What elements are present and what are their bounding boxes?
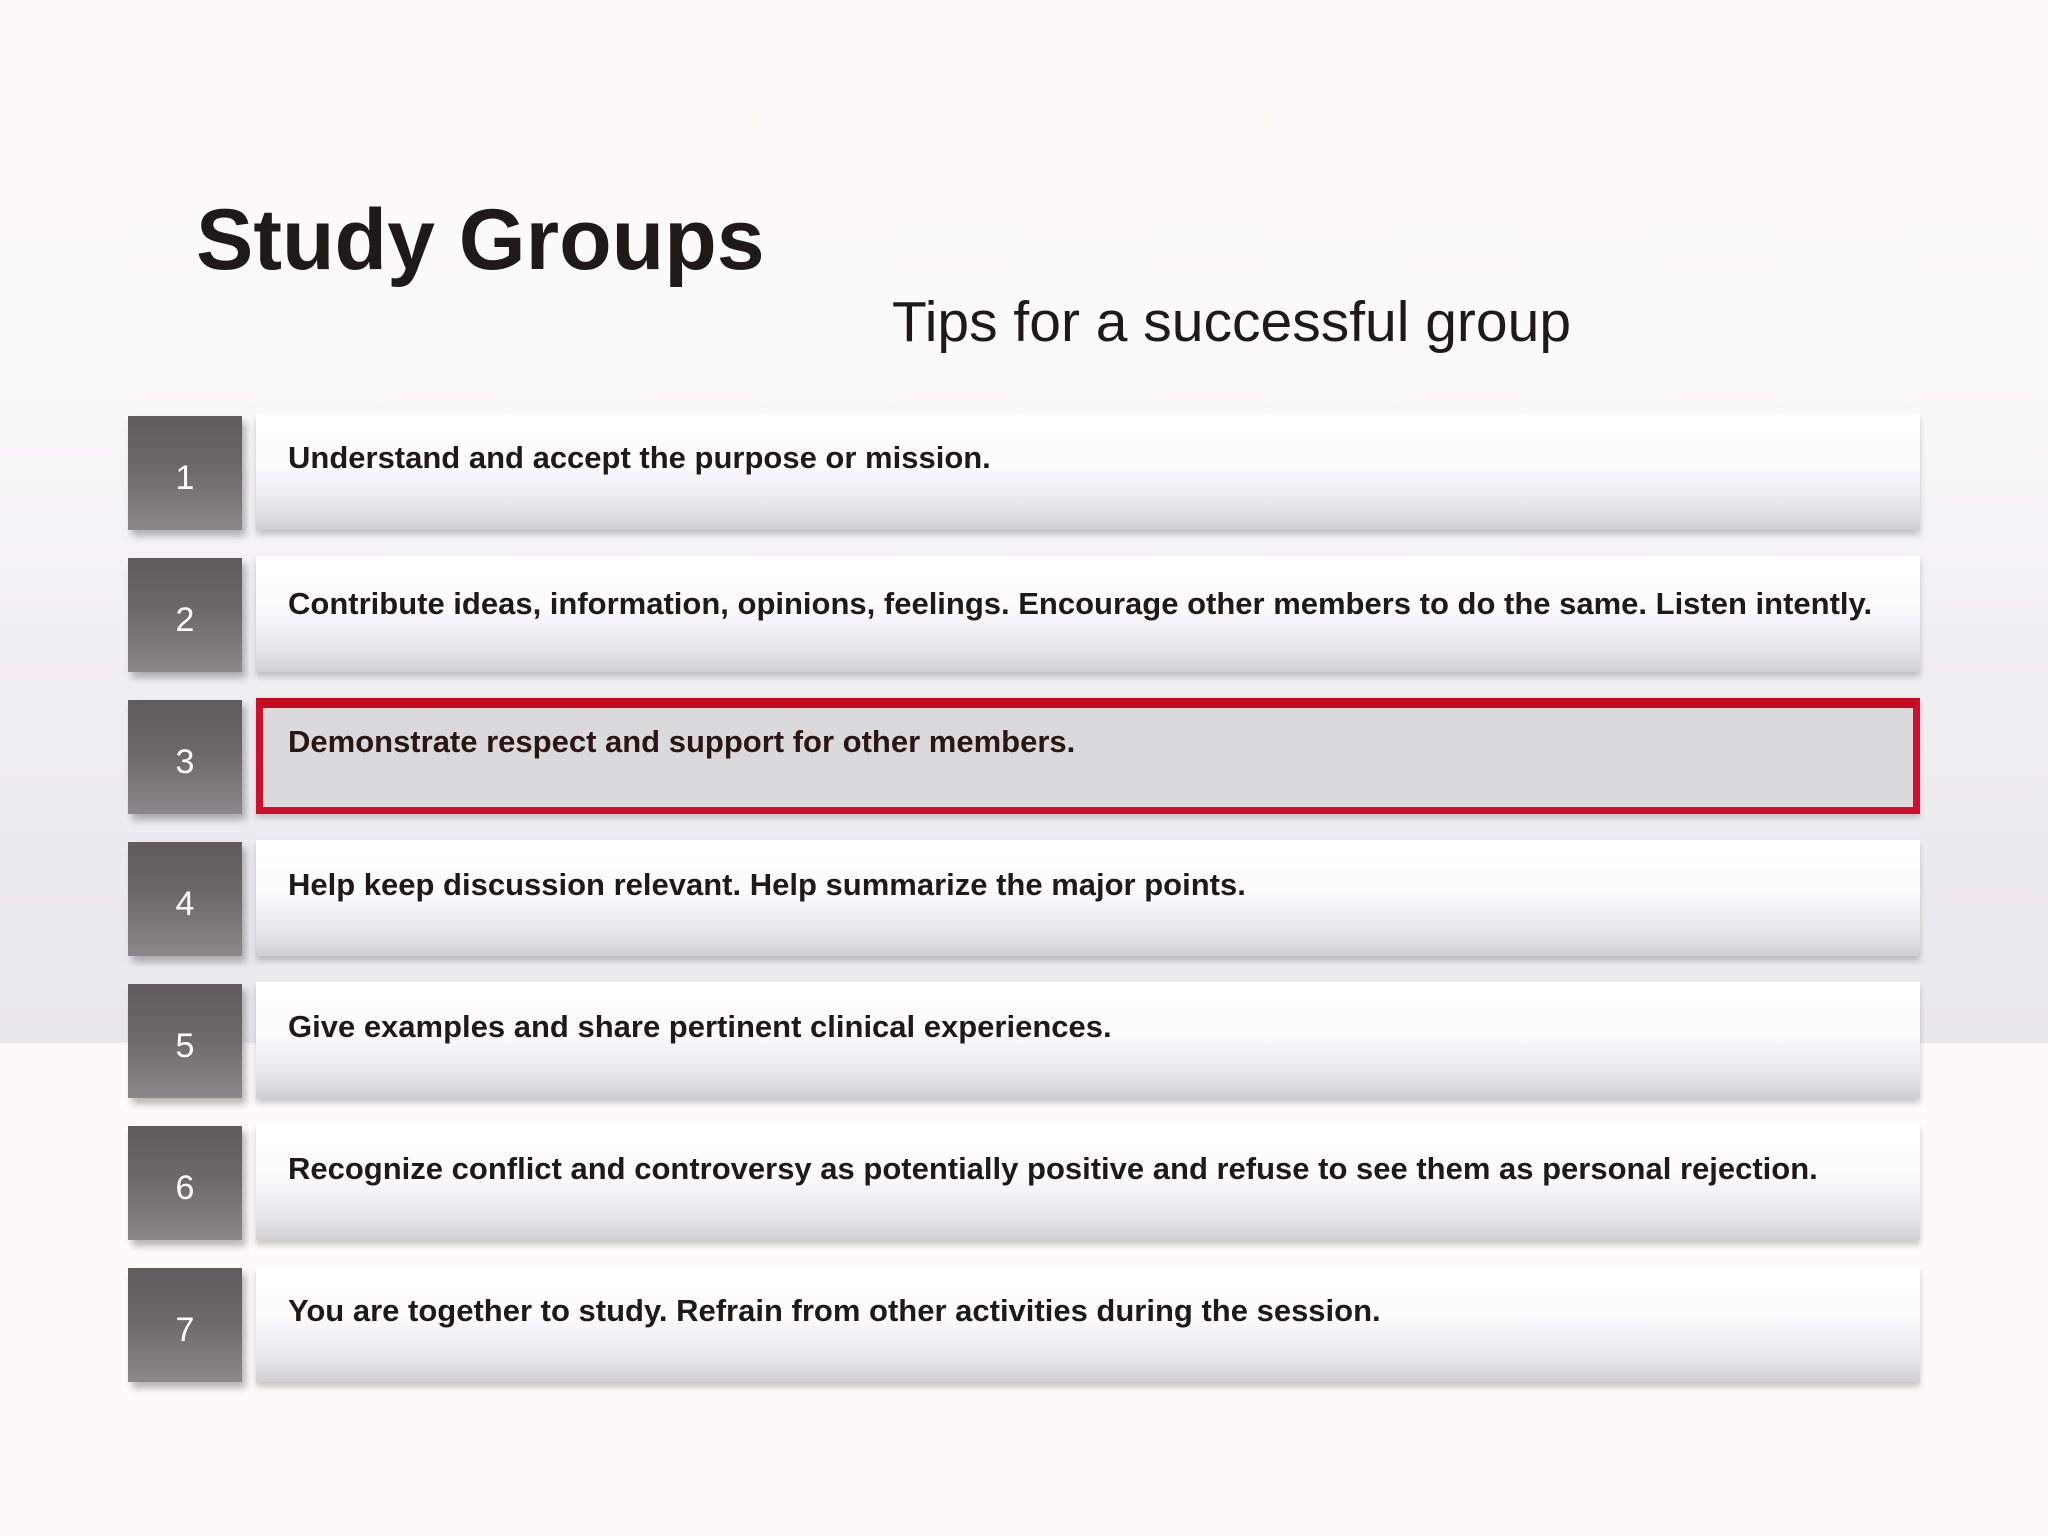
tip-text: Give examples and share pertinent clinical experiences.: [288, 1009, 1112, 1044]
slide-title: Study Groups: [196, 192, 765, 288]
tip-item-7: [0, 1268, 2048, 1386]
tip-number: 7: [175, 1310, 195, 1349]
tip-number: 4: [175, 884, 195, 923]
tip-number: 6: [175, 1168, 195, 1207]
tip-number-box: [128, 558, 242, 672]
tip-number-box: [128, 842, 242, 956]
tip-number: 5: [175, 1026, 195, 1065]
tip-item-1: [0, 416, 2048, 534]
tip-text: Recognize conflict and controversy as potentially positive and refuse to see them as personal rejection.: [288, 1151, 1818, 1186]
tip-text: Demonstrate respect and support for other members.: [288, 724, 1076, 759]
tip-number-box: [128, 700, 242, 814]
tip-item-5: [0, 984, 2048, 1102]
tip-number-box: [128, 416, 242, 530]
tip-number: 3: [175, 742, 195, 781]
tip-item-6: [0, 1126, 2048, 1244]
tip-text: Contribute ideas, information, opinions, feelings. Encourage other members to do the same. Listen intently.: [288, 586, 1873, 621]
tip-number: 2: [175, 600, 195, 639]
tip-number-box: [128, 984, 242, 1098]
tip-number-box: [128, 1268, 242, 1382]
tip-item-3-highlighted: [0, 700, 2048, 818]
tip-item-2: [0, 558, 2048, 676]
tip-number: 1: [175, 458, 195, 497]
tip-text: Help keep discussion relevant. Help summarize the major points.: [288, 867, 1246, 902]
tip-text: You are together to study. Refrain from other activities during the session.: [288, 1293, 1381, 1328]
tip-item-4: [0, 842, 2048, 960]
tip-number-box: [128, 1126, 242, 1240]
tip-text: Understand and accept the purpose or mission.: [288, 440, 991, 475]
slide-subtitle: Tips for a successful group: [892, 290, 1572, 354]
